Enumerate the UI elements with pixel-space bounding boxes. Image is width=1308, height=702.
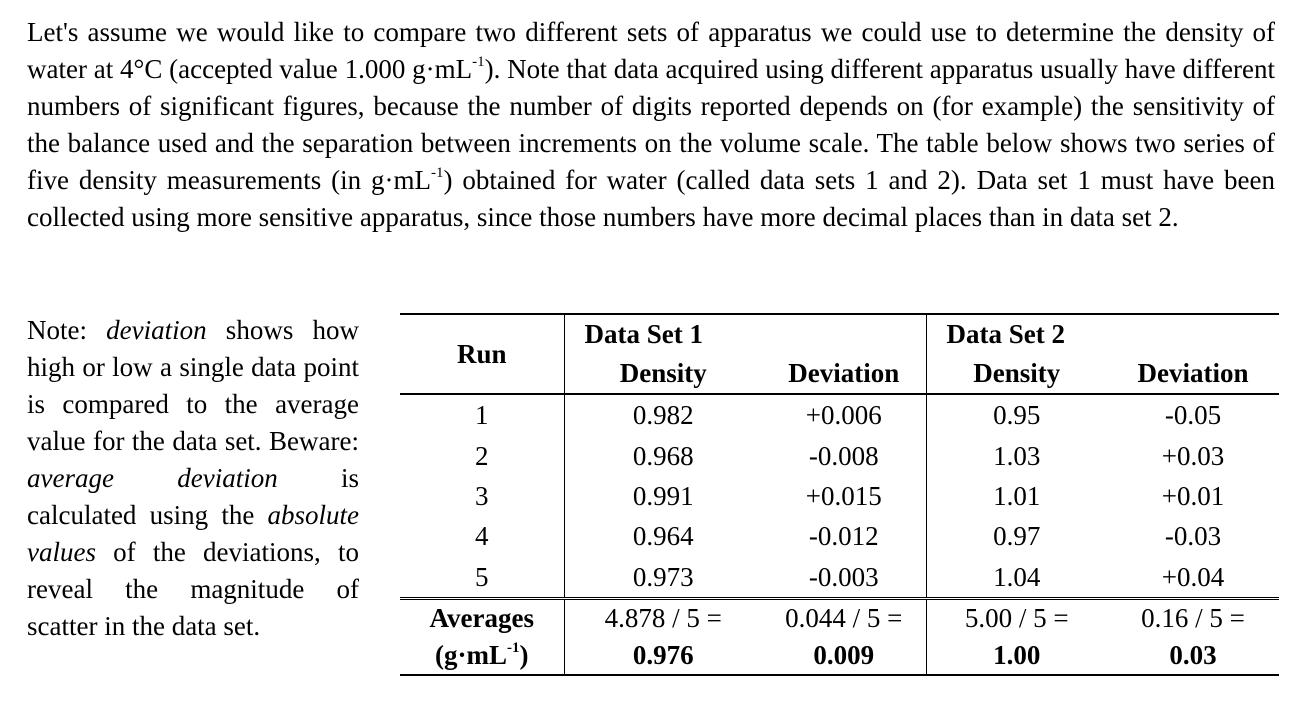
- note-term-deviation: deviation: [106, 315, 207, 345]
- density-table: [400, 313, 1279, 676]
- set2-density-cell: 0.97: [926, 516, 1107, 556]
- set2-header-spacer: [1107, 314, 1279, 353]
- table-row: [400, 557, 1279, 599]
- note-text-g: of the deviations, to reveal the magnitude of scatter in the data set.: [27, 537, 359, 641]
- note-text-c: shows how high or low a single data point is compared to the average value for the data set. Beware:: [27, 315, 359, 456]
- set2-deviation-avg-calc: 0.16 / 5 =: [1141, 603, 1245, 634]
- set1-deviation-header: Deviation: [762, 353, 926, 394]
- set1-density-avg: 0.976: [564, 637, 762, 675]
- set2-deviation-cell: -0.03: [1164, 521, 1222, 552]
- run-cell: 1: [475, 400, 489, 431]
- units-sup: -1: [507, 640, 520, 657]
- note-text-a: Note:: [27, 315, 107, 345]
- set1-deviation-cell: +0.015: [805, 480, 882, 511]
- set1-density-cell: 0.964: [564, 516, 762, 556]
- set2-density-avg: 1.00: [926, 637, 1107, 675]
- set2-density-header: Density: [926, 353, 1107, 394]
- set2-density-cell: 1.03: [926, 435, 1107, 475]
- averages-result-row: [400, 637, 1279, 675]
- run-cell: 3: [475, 480, 489, 511]
- units-text: (g·mL: [435, 640, 507, 671]
- intro-sup-2: -1: [431, 165, 444, 181]
- set1-density-cell: 0.991: [564, 476, 762, 516]
- set1-density-cell: 0.973: [564, 557, 762, 599]
- note-text-e: is calculated using the: [27, 463, 360, 530]
- set1-header-spacer: [762, 314, 926, 353]
- set2-density-cell: 1.04: [926, 557, 1107, 599]
- table-row: [400, 516, 1279, 556]
- set1-deviation-cell: -0.008: [808, 440, 879, 471]
- set2-deviation-cell: +0.01: [1161, 480, 1225, 511]
- run-cell: 5: [400, 557, 564, 599]
- set2-density-cell: 0.95: [926, 394, 1107, 435]
- units-label: [400, 637, 564, 675]
- table-row: [400, 394, 1279, 435]
- set2-deviation-cell: -0.05: [1164, 400, 1222, 431]
- set1-header: Data Set 1: [564, 314, 762, 353]
- averages-label: Averages: [429, 603, 534, 634]
- averages-calc-row: [400, 598, 1279, 637]
- note-paragraph: [27, 312, 359, 645]
- set2-deviation-cell: +0.03: [1161, 440, 1225, 471]
- run-cell: 2: [475, 440, 489, 471]
- intro-text-1: Let's assume we would like to compare two different sets of apparatus we could use to determine the density of water at 4°C (accepted value 1.000 g·mL: [27, 17, 1275, 84]
- units-close: ): [519, 640, 529, 671]
- note-term-absolute-values: absolute values: [27, 500, 359, 567]
- set2-deviation-cell: +0.04: [1107, 557, 1279, 599]
- intro-sup-1: -1: [472, 54, 485, 70]
- intro-text-2: ). Note that data acquired using different apparatus usually have different numbers of significant figures, because the number of digits reported depends on (for example) the sensitivity of the balance used and the separation between increments on the volume scale. The table below shows two series of five density measurements (in g·mL: [27, 54, 1275, 195]
- run-header: Run: [400, 314, 564, 394]
- table-row: [400, 435, 1279, 475]
- intro-text-3: ) obtained for water (called data sets 1 and 2). Data set 1 must have been collected using more sensitive apparatus, since those numbers have more decimal places than in data set 2.: [27, 165, 1275, 232]
- set1-density-cell: 0.982: [564, 394, 762, 435]
- table-row: [400, 476, 1279, 516]
- set1-deviation-cell: -0.012: [808, 521, 879, 552]
- set1-density-header: Density: [564, 353, 762, 394]
- set1-deviation-cell: +0.006: [805, 400, 882, 431]
- run-cell: 4: [475, 521, 489, 552]
- note-term-average-deviation: average deviation: [27, 463, 278, 493]
- intro-paragraph: [27, 14, 1275, 236]
- set2-density-cell: 1.01: [926, 476, 1107, 516]
- set2-deviation-header: Deviation: [1107, 353, 1279, 394]
- set1-density-avg-calc: 4.878 / 5 =: [564, 598, 762, 637]
- set2-header: Data Set 2: [926, 314, 1107, 353]
- set1-deviation-avg-calc: 0.044 / 5 =: [785, 603, 903, 634]
- set1-deviation-cell: -0.003: [762, 557, 926, 599]
- set2-density-avg-calc: 5.00 / 5 =: [926, 598, 1107, 637]
- set1-density-cell: 0.968: [564, 435, 762, 475]
- set1-deviation-avg: 0.009: [762, 637, 926, 675]
- set2-deviation-avg: 0.03: [1107, 637, 1279, 675]
